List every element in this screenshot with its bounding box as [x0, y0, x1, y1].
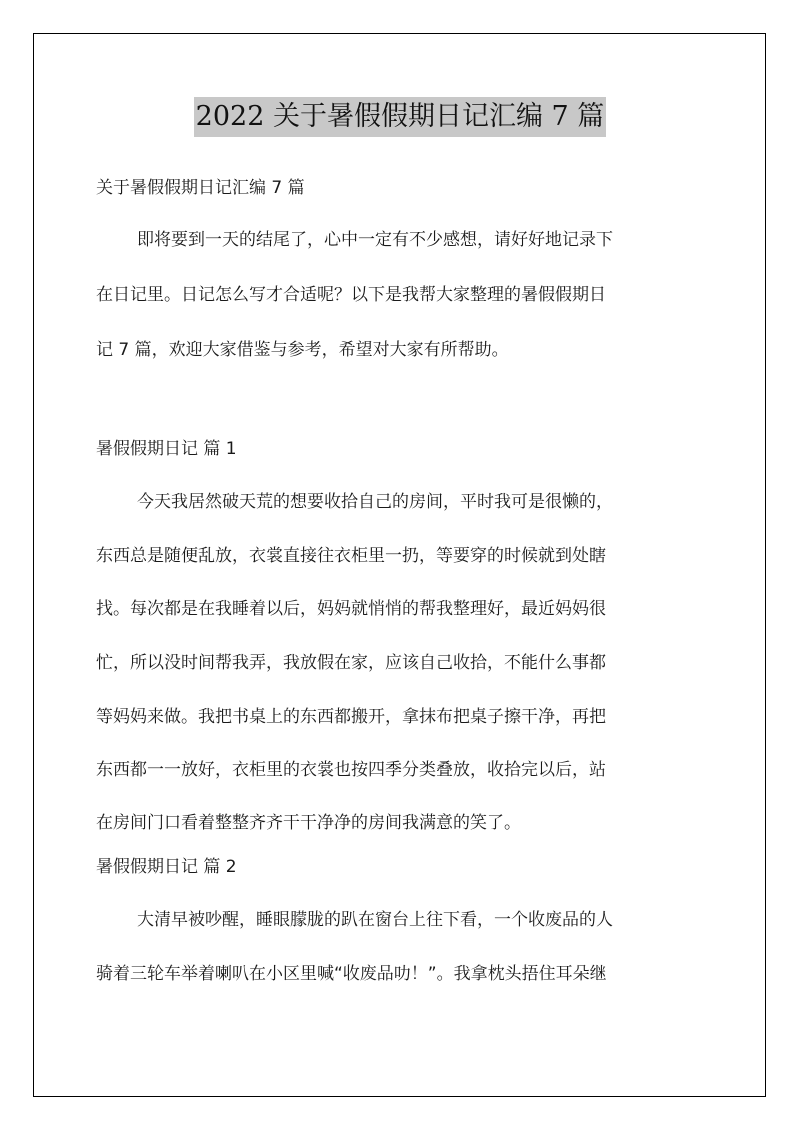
section2-line: 骑着三轮车举着喇叭在小区里喊“收废品叻！”。我拿枕头捂住耳朵继: [96, 964, 607, 984]
section2-line: 大清早被吵醒，睡眼朦胧的趴在窗台上往下看，一个收废品的人: [137, 910, 613, 930]
section-heading-1: 暑假假期日记 篇 1: [96, 439, 237, 459]
title-wrapper: [0, 97, 800, 137]
document-subtitle: 关于暑假假期日记汇编 7 篇: [96, 178, 305, 198]
section-heading-2: 暑假假期日记 篇 2: [96, 857, 237, 877]
intro-line: 即将要到一天的结尾了，心中一定有不少感想，请好好地记录下: [137, 230, 613, 250]
section1-line: 找。每次都是在我睡着以后，妈妈就悄悄的帮我整理好，最近妈妈很: [96, 599, 606, 619]
document-title: 2022 关于暑假假期日记汇编 7 篇: [194, 97, 607, 137]
section1-line: 东西总是随便乱放，衣裳直接往衣柜里一扔，等要穿的时候就到处瞎: [96, 546, 606, 566]
section1-line: 忙，所以没时间帮我弄，我放假在家，应该自己收拾，不能什么事都: [96, 653, 606, 673]
section1-line: 等妈妈来做。我把书桌上的东西都搬开，拿抹布把桌子擦干净，再把: [96, 707, 606, 727]
intro-line: 在日记里。日记怎么写才合适呢？以下是我帮大家整理的暑假假期日: [96, 285, 606, 305]
section1-line: 在房间门口看着整整齐齐干干净净的房间我满意的笑了。: [96, 813, 521, 833]
section1-line: 东西都一一放好，衣柜里的衣裳也按四季分类叠放，收拾完以后，站: [96, 760, 606, 780]
section1-line: 今天我居然破天荒的想要收拾自己的房间，平时我可是很懒的，: [137, 492, 613, 512]
intro-line: 记 7 篇，欢迎大家借鉴与参考，希望对大家有所帮助。: [96, 340, 509, 360]
